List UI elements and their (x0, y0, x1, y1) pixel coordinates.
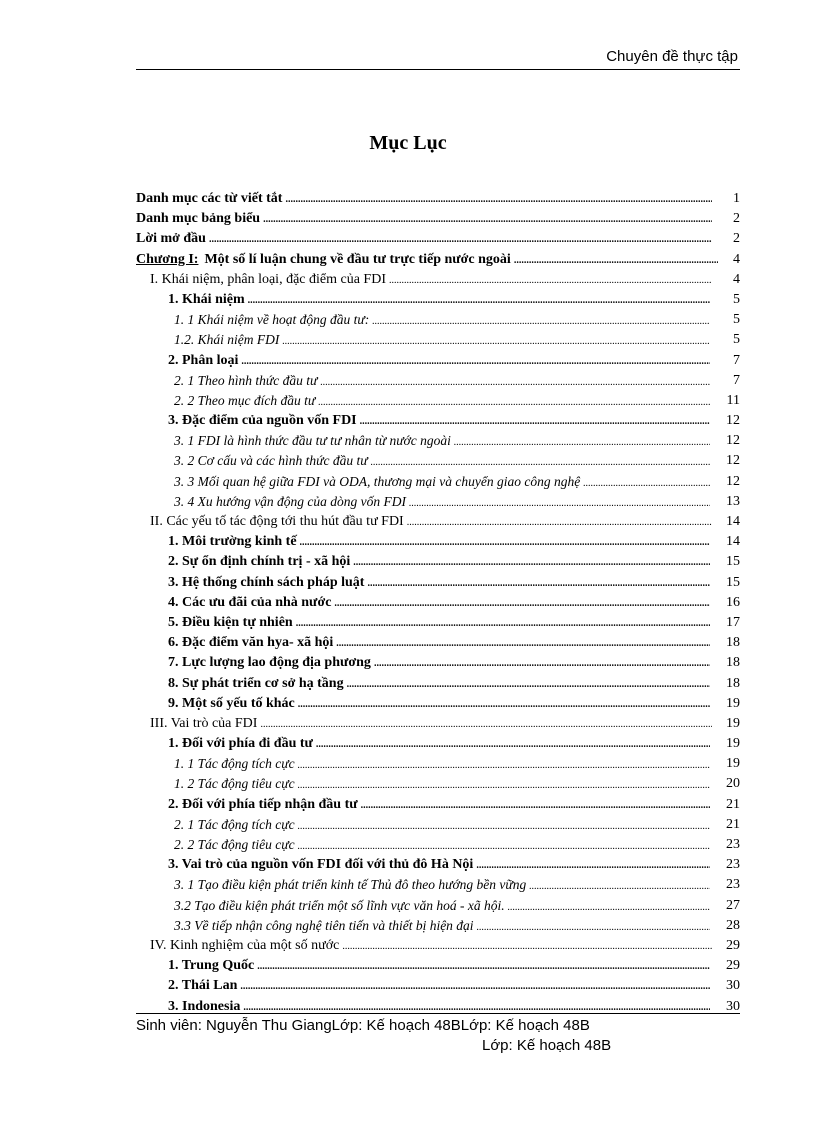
toc-entry-text: 3. Vai trò của nguồn vốn FDI đối với thủ đô Hà Nội (168, 857, 474, 873)
toc-entry-text: 4. Các ưu đãi của nhà nước (168, 594, 332, 610)
dot-leader (360, 412, 710, 432)
toc-page-number: 7 (733, 372, 740, 388)
dot-leader (260, 715, 712, 735)
toc-entry-text: 2. 1 Theo hình thức đầu tư (174, 372, 318, 388)
toc-page-number: 5 (733, 312, 740, 328)
toc-item-entry[interactable] (136, 896, 740, 916)
dot-leader (300, 533, 710, 553)
dot-leader (476, 856, 710, 876)
toc-page-number: 18 (726, 655, 740, 671)
toc-page-number: 13 (726, 493, 740, 509)
dot-leader (367, 574, 710, 594)
toc-entry[interactable] (136, 189, 740, 209)
toc-page-number: 7 (733, 352, 740, 368)
toc-entry-text: 3.2 Tạo điều kiện phát triển một số lĩnh vực văn hoá - xã hội. (174, 897, 505, 913)
toc-item-entry[interactable] (136, 472, 740, 492)
toc-subsection-entry[interactable] (136, 694, 740, 714)
toc-page-number: 16 (726, 594, 740, 610)
toc-item-entry[interactable] (136, 754, 740, 774)
footer-divider (136, 1013, 740, 1014)
chapter-label: Chương I: (136, 251, 199, 267)
dot-leader (318, 393, 710, 413)
toc-entry-text: 1. Khái niệm (168, 291, 245, 307)
toc-subsection-entry[interactable] (136, 593, 740, 613)
toc-chapter-entry[interactable] (136, 250, 740, 270)
dot-leader (372, 312, 710, 332)
footer-class-line: Lớp: Kế hoạch 48B (482, 1037, 612, 1054)
toc-entry-text: 3. 2 Cơ cấu và các hình thức đầu tư (174, 453, 368, 469)
dot-leader (389, 271, 712, 291)
toc-entry-text: 1. 2 Tác động tiêu cực (174, 776, 295, 792)
toc-page-number: 12 (726, 453, 740, 469)
toc-section-entry[interactable] (136, 936, 740, 956)
toc-entry[interactable] (136, 229, 740, 249)
toc-entry-text: 1. Trung Quốc (168, 958, 255, 974)
toc-item-entry[interactable] (136, 492, 740, 512)
dot-leader (508, 898, 710, 918)
dot-leader (257, 957, 710, 977)
toc-entry-text: 3. 4 Xu hướng vận động của dòng vốn FDI (174, 493, 407, 509)
toc-page-number: 1 (733, 191, 740, 206)
toc-subsection-entry[interactable] (136, 573, 740, 593)
toc-page-number: 4 (733, 251, 740, 267)
toc-entry-text: Lời mở đầu (136, 231, 206, 247)
toc-page-number: 17 (726, 614, 740, 630)
toc-page-number: 14 (726, 534, 740, 550)
toc-page-number: 19 (726, 756, 740, 772)
dot-leader (514, 251, 718, 271)
dot-leader (371, 453, 710, 473)
dot-leader (241, 352, 710, 372)
toc-entry-text: 1.2. Khái niệm FDI (174, 332, 280, 348)
toc-entry-text: 3. 1 FDI là hình thức đầu tư tư nhân từ nước ngoài (174, 433, 451, 449)
toc-entry-text: II. Các yếu tố tác động tới thu hút đầu tư FDI (150, 514, 404, 529)
toc-subsection-entry[interactable] (136, 411, 740, 431)
dot-leader (243, 998, 710, 1018)
toc-page-number: 30 (726, 998, 740, 1014)
page-title: Mục Lục (369, 132, 447, 154)
toc-item-entry[interactable] (136, 916, 740, 936)
dot-leader (298, 817, 710, 837)
dot-leader (263, 210, 712, 230)
toc-page-number: 23 (726, 857, 740, 873)
toc-entry-text: 2. 2 Theo mục đích đầu tư (174, 392, 316, 408)
dot-leader (298, 695, 710, 715)
dot-leader (209, 230, 712, 250)
toc-entry-text: 3. Đặc điểm của nguồn vốn FDI (168, 413, 357, 429)
toc-page-number: 5 (733, 291, 740, 307)
toc-item-entry[interactable] (136, 451, 740, 471)
toc-subsection-entry[interactable] (136, 653, 740, 673)
dot-leader (248, 291, 710, 311)
dot-leader (296, 614, 710, 634)
toc-entry-text: 9. Một số yếu tố khác (168, 695, 295, 711)
toc-entry-text: I. Khái niệm, phân loại, đặc điểm của FDI (150, 271, 386, 287)
dot-leader (353, 553, 710, 573)
toc-entry-text: 3. 3 Mối quan hệ giữa FDI và ODA, thương mại và chuyển giao công nghệ (174, 473, 581, 489)
toc-item-entry[interactable] (136, 431, 740, 451)
dot-leader (298, 776, 710, 796)
toc-page-number: 12 (726, 473, 740, 489)
toc-page-number: 2 (733, 211, 740, 227)
dot-leader (336, 634, 710, 654)
toc-entry-text: 3.3 Về tiếp nhận công nghệ tiên tiến và thiết bị hiện đại (174, 917, 474, 933)
toc-page-number: 11 (726, 392, 740, 408)
toc-subsection-entry[interactable] (136, 734, 740, 754)
toc-item-entry[interactable] (136, 835, 740, 855)
toc-entry-text: 3. Indonesia (168, 998, 241, 1014)
dot-leader (285, 190, 712, 210)
toc-item-entry[interactable] (136, 391, 740, 411)
toc-entry-text: 1. Đối với phía đi đầu tư (168, 736, 313, 752)
toc-page-number: 23 (726, 877, 740, 893)
toc-entry-text: 5. Điều kiện tự nhiên (168, 614, 293, 630)
dot-leader (342, 937, 712, 957)
dot-leader (334, 594, 710, 614)
toc-entry-text: 1. Môi trường kinh tế (168, 534, 297, 550)
toc-page-number: 15 (726, 574, 740, 590)
toc-item-entry[interactable] (136, 330, 740, 350)
toc-section-entry[interactable] (136, 512, 740, 532)
header-divider (136, 69, 740, 70)
toc-page-number: 27 (726, 897, 740, 913)
toc-entry-text: 6. Đặc điểm văn hya- xã hội (168, 635, 334, 651)
dot-leader (298, 756, 710, 776)
toc-item-entry[interactable] (136, 774, 740, 794)
toc-subsection-entry[interactable] (136, 795, 740, 815)
toc-page-number: 5 (733, 332, 740, 348)
dot-leader (407, 513, 712, 533)
toc-page-number: 4 (733, 271, 740, 287)
toc-subsection-entry[interactable] (136, 976, 740, 996)
toc-subsection-entry[interactable] (136, 674, 740, 694)
toc-subsection-entry[interactable] (136, 956, 740, 976)
toc-item-entry[interactable] (136, 310, 740, 330)
toc-page-number: 18 (726, 635, 740, 651)
toc-page-number: 19 (726, 736, 740, 752)
dot-leader (477, 918, 710, 938)
table-of-contents (136, 189, 740, 1017)
toc-item-entry[interactable] (136, 875, 740, 895)
toc-entry-text: 3. Hệ thống chính sách pháp luật (168, 574, 365, 590)
dot-leader (583, 474, 710, 494)
toc-subsection-entry[interactable] (136, 552, 740, 572)
toc-page-number: 23 (726, 837, 740, 852)
toc-entry-text: 2. Thái Lan (168, 978, 238, 994)
toc-subsection-entry[interactable] (136, 613, 740, 633)
toc-item-entry[interactable] (136, 371, 740, 391)
toc-page-number: 28 (726, 917, 740, 933)
dot-leader (320, 373, 710, 393)
toc-page-number: 12 (726, 433, 740, 449)
dot-leader (282, 332, 710, 352)
toc-entry-text: 1. 1 Tác động tích cực (174, 756, 295, 772)
dot-leader (347, 675, 710, 695)
dot-leader (240, 977, 710, 997)
toc-page-number: 19 (726, 695, 740, 711)
toc-page-number: 21 (726, 796, 740, 812)
toc-entry-text: Một số lí luận chung về đầu tư trực tiếp nước ngoài (204, 251, 511, 267)
toc-page-number: 12 (726, 413, 740, 429)
dot-leader (316, 735, 710, 755)
toc-page-number: 29 (726, 958, 740, 974)
toc-page-number: 15 (726, 554, 740, 570)
dot-leader (409, 494, 710, 514)
toc-subsection-entry[interactable] (136, 855, 740, 875)
toc-entry[interactable] (136, 209, 740, 229)
toc-page-number: 20 (726, 776, 740, 792)
toc-entry-text: 2. 1 Tác động tích cực (174, 816, 295, 832)
toc-section-entry[interactable] (136, 714, 740, 734)
dot-leader (374, 654, 710, 674)
toc-entry-text: 2. Đối với phía tiếp nhận đầu tư (168, 796, 358, 812)
dot-leader (361, 796, 710, 816)
toc-entry-text: 1. 1 Khái niệm về hoạt động đầu tư: (174, 312, 370, 328)
toc-page-number: 2 (733, 231, 740, 247)
toc-entry-text: 7. Lực lượng lao động địa phương (168, 655, 371, 671)
toc-page-number: 30 (726, 978, 740, 994)
page-header: Chuyên đề thực tập (606, 48, 738, 65)
toc-entry-text: Danh mục bảng biểu (136, 211, 261, 227)
toc-item-entry[interactable] (136, 815, 740, 835)
toc-page-number: 14 (726, 514, 740, 529)
toc-entry-text: 2. Sự ổn định chính trị - xã hội (168, 554, 351, 570)
toc-entry-text: IV. Kinh nghiệm của một số nước (150, 937, 340, 953)
toc-entry-text: Danh mục các từ viết tắt (136, 191, 283, 206)
toc-entry-text: 3. 1 Tạo điều kiện phát triển kinh tế Thủ đô theo hướng bền vững (174, 877, 527, 893)
toc-page-number: 19 (726, 715, 740, 731)
toc-page-number: 21 (726, 816, 740, 832)
toc-entry-text: 2. 2 Tác động tiêu cực (174, 837, 295, 852)
toc-page-number: 29 (726, 937, 740, 953)
footer-student-line: Sinh viên: Nguyễn Thu GiangLớp: Kế hoạch 48BLớp: Kế hoạch 48B (136, 1017, 590, 1034)
toc-subsection-entry[interactable] (136, 532, 740, 552)
dot-leader (298, 837, 710, 857)
toc-subsection-entry[interactable] (136, 633, 740, 653)
toc-section-entry[interactable] (136, 270, 740, 290)
toc-subsection-entry[interactable] (136, 290, 740, 310)
dot-leader (529, 877, 710, 897)
toc-subsection-entry[interactable] (136, 351, 740, 371)
dot-leader (454, 433, 710, 453)
toc-page-number: 18 (726, 675, 740, 691)
toc-entry-text: 8. Sự phát triển cơ sở hạ tầng (168, 675, 344, 691)
toc-entry-text: III. Vai trò của FDI (150, 715, 258, 731)
toc-entry-text: 2. Phân loại (168, 352, 239, 368)
